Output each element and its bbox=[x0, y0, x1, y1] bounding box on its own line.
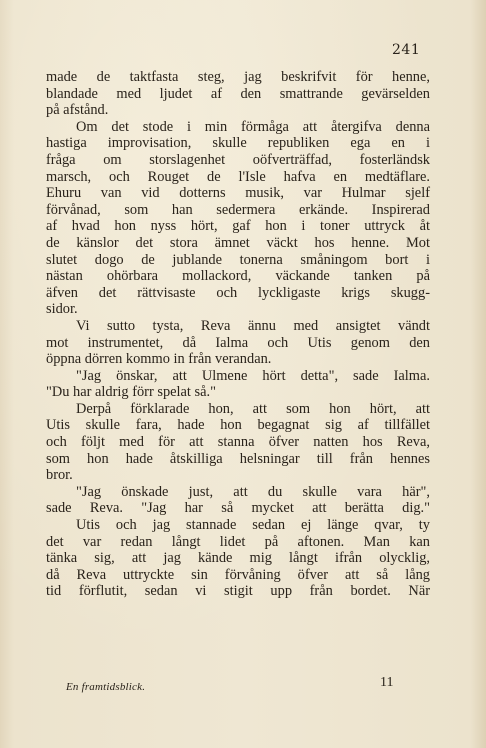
text-line: bror. bbox=[46, 467, 73, 484]
text-line: made de taktfasta steg, jag beskrifvit för henne, bbox=[46, 69, 430, 85]
signature-number: 11 bbox=[380, 675, 394, 690]
text-line: och följt med för att stanna öfver natten hos Reva, bbox=[46, 434, 430, 451]
text-line: äfven det rättvisaste och lyckligaste krigs skugg- bbox=[46, 284, 430, 301]
text-line: "Jag önskar, att Ulmene hört detta", sade Ialma. bbox=[76, 367, 430, 384]
text-line: Utis och jag stannade sedan ej länge qvar, ty bbox=[76, 517, 430, 534]
text-line: då Reva uttryckte sin förvåning öfver att så lång bbox=[46, 566, 430, 583]
text-line: blandade med ljudet af den smattrande gevärselden bbox=[46, 85, 430, 102]
text-line: marsch, och Rouget de l'Isle hafva en medtäflare. bbox=[46, 168, 430, 185]
text-line: fråga om storslagenhet oöfverträffad, fosterländsk bbox=[46, 151, 430, 168]
text-line: Utis skulle fara, hade hon begagnat sig af tillfället bbox=[46, 417, 430, 434]
text-line: "Jag önskade just, att du skulle vara här", bbox=[76, 483, 430, 500]
text-line: sidor. bbox=[46, 301, 78, 318]
text-line: förvånad, som han sedermera erkände. Inspirerad bbox=[46, 201, 430, 218]
text-line: som hon hade åtskilliga helsningar till från hennes bbox=[46, 450, 430, 467]
text-line: sade Reva. "Jag har så mycket att berätta dig." bbox=[46, 500, 430, 517]
text-line: mot instrumentet, då Ialma och Utis genom den bbox=[46, 334, 430, 351]
text-line: tänka sig, att jag kände mig långt ifrån olycklig, bbox=[46, 550, 430, 567]
text-line: Vi sutto tysta, Reva ännu med ansigtet vändt bbox=[76, 317, 430, 334]
text-line: det var redan långt lidet på aftonen. Man kan bbox=[46, 533, 430, 550]
signature-mark: En framtidsblick. bbox=[66, 681, 146, 693]
text-line: "Du har aldrig förr spelat så." bbox=[46, 384, 216, 401]
text-line: hastiga improvisation, skulle republiken ega en i bbox=[46, 135, 430, 152]
text-line: nästan ohörbara mollackord, väckande tanken på bbox=[46, 268, 430, 285]
page-footer bbox=[66, 677, 396, 695]
text-line: de känslor det stora ämnet väckt hos henne. Mot bbox=[46, 234, 430, 251]
text-line: öppna dörren kommo in från verandan. bbox=[46, 351, 272, 368]
text-line: Om det stode i min förmåga att återgifva denna bbox=[76, 118, 430, 135]
text-line: Derpå förklarade hon, att som hon hört, att bbox=[76, 400, 430, 417]
text-line: slutet dogo de jublande tonerna småningom bort i bbox=[46, 251, 430, 268]
text-line: Ehuru van vid dotterns musik, var Hulmar sjelf bbox=[46, 185, 430, 202]
text-line: på afstånd. bbox=[46, 102, 109, 119]
body-text bbox=[46, 69, 430, 600]
page-number: 241 bbox=[392, 42, 421, 58]
text-line: af hvad hon nyss hört, gaf hon i toner uttryck åt bbox=[46, 218, 430, 235]
text-line: tid förflutit, sedan vi stigit upp från bordet. När bbox=[46, 583, 430, 600]
